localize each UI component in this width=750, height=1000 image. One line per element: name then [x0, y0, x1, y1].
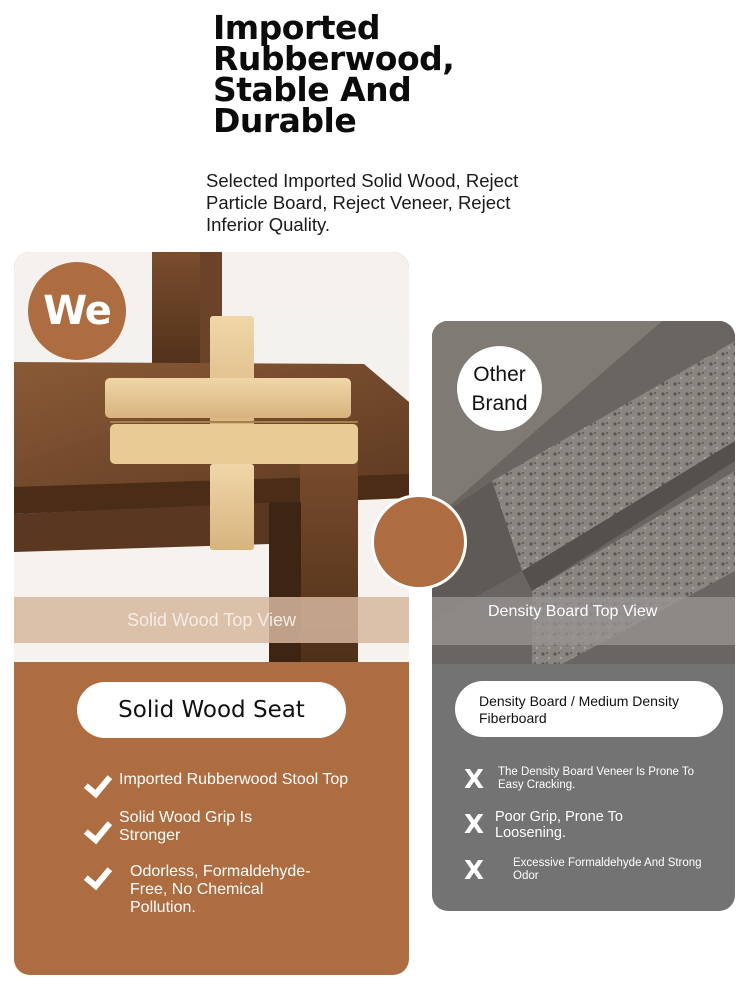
- feature-item: The Density Board Veneer Is Prone To Easy Cracking.: [498, 766, 695, 791]
- feature-item: Imported Rubberwood Stool Top: [119, 771, 349, 788]
- feature-item: Poor Grip, Prone To Loosening.: [495, 809, 623, 841]
- photo-caption: Density Board Top View: [432, 597, 735, 645]
- density-board-card: [432, 321, 735, 911]
- checkmark-icon: [82, 816, 112, 842]
- solid-wood-card: [14, 252, 409, 975]
- other-brand-badge: Other Brand: [457, 346, 542, 431]
- checkmark-icon: [82, 770, 112, 796]
- x-mark-icon: X: [464, 810, 485, 840]
- x-mark-icon: X: [464, 765, 485, 795]
- feature-item: Excessive Formaldehyde And Strong Odor: [513, 857, 702, 882]
- feature-item: Odorless, Formaldehyde-Free, No Chemical Pollution.: [130, 863, 311, 916]
- headline-line: Rubberwood,: [213, 39, 455, 78]
- headline-line: Durable: [213, 101, 357, 140]
- headline-line: Stable And: [213, 70, 412, 109]
- density-board-photo: [432, 321, 735, 664]
- photo-caption: Solid Wood Top View: [14, 597, 409, 643]
- solid-wood-photo: [14, 252, 409, 662]
- connector-circle: [371, 494, 467, 590]
- x-mark-icon: X: [464, 856, 485, 886]
- we-badge: We: [28, 262, 126, 360]
- density-board-title: Density Board / Medium Density Fiberboard: [455, 681, 723, 737]
- feature-item: Solid Wood Grip Is Stronger: [119, 809, 253, 844]
- checkmark-icon: [82, 862, 112, 888]
- subheading: Selected Imported Solid Wood, Reject Particle Board, Reject Veneer, Reject Inferior Quality.: [206, 170, 519, 235]
- headline-line: Imported: [213, 8, 381, 47]
- headline: [213, 8, 553, 140]
- solid-wood-seat-title: Solid Wood Seat: [77, 682, 346, 738]
